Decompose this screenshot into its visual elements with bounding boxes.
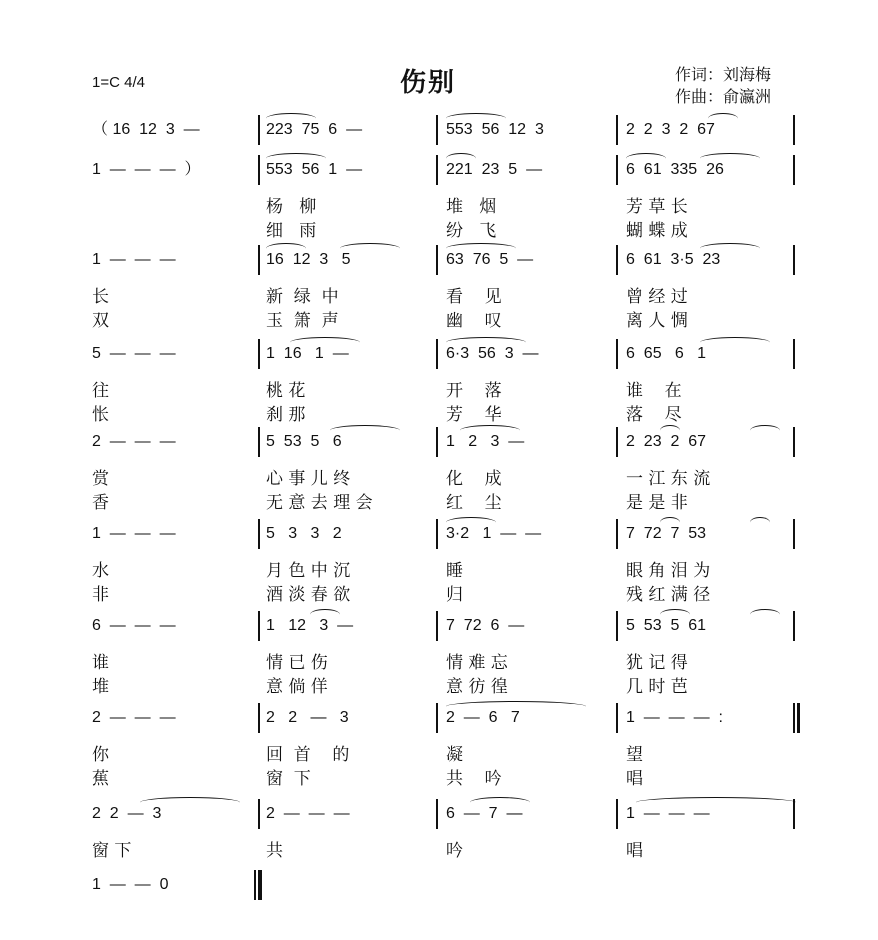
slur-mark (636, 797, 796, 808)
bar-line (616, 115, 618, 145)
measure-notes: 1 — — — : (626, 709, 723, 726)
music-system (0, 517, 712, 551)
slur-mark (700, 153, 760, 164)
lyric-line-2: 芳 华 (446, 405, 502, 425)
bar-line (793, 115, 795, 145)
slur-mark (266, 243, 306, 254)
measure-notes: 6 61 335 26 (626, 161, 724, 178)
lyric-line-1: 杨 柳 (266, 197, 317, 217)
lyric-line-1: 月 色 中 沉 (266, 561, 351, 581)
slur-mark (290, 337, 360, 348)
lyric-line-2: 无 意 去 理 会 (266, 493, 373, 513)
lyric-line-1: 赏 (92, 469, 109, 489)
measure-notes: 2 — — — (266, 805, 350, 822)
lyric-line-1: 长 (92, 287, 109, 307)
measure-notes: 1 16 1 — (266, 345, 349, 362)
measure-notes: （ 16 12 3 — (92, 121, 200, 138)
lyric-line-2: 幽 叹 (446, 311, 502, 331)
lyric-line-1: 唱 (626, 841, 643, 861)
measure-notes: 2 2 — 3 (266, 709, 349, 726)
music-system (0, 868, 712, 902)
lyric-line-2: 唱 (626, 769, 643, 789)
measure-notes: 6 65 6 1 (626, 345, 707, 362)
music-system (0, 425, 712, 459)
slur-mark (446, 113, 506, 124)
bar-line (616, 427, 618, 457)
measure-notes: 5 53 5 6 (266, 433, 342, 450)
lyric-line-1: 看 见 (446, 287, 502, 307)
lyric-line-2: 玉 箫 声 (266, 311, 339, 331)
lyric-line-1: 堆 烟 (446, 197, 497, 217)
lyric-line-1: 一 江 东 流 (626, 469, 711, 489)
measure-notes: 2 2 — 3 (92, 805, 162, 822)
measure-notes: 2 23 2 67 (626, 433, 707, 450)
lyric-line-1: 谁 (92, 653, 109, 673)
bar-line (616, 611, 618, 641)
bar-line (436, 703, 438, 733)
lyric-line-2: 意 倘 佯 (266, 677, 328, 697)
bar-line (436, 115, 438, 145)
measure-notes: 2 — — — (92, 433, 176, 450)
bar-line (793, 703, 795, 733)
lyric-line-2: 离 人 惆 (626, 311, 688, 331)
slur-mark (340, 243, 400, 254)
slur-mark (266, 153, 326, 164)
measure-notes: 2 — — — (92, 709, 176, 726)
lyric-line-2: 香 (92, 493, 109, 513)
slur-mark (750, 425, 780, 436)
lyric-line-1: 情 已 伤 (266, 653, 328, 673)
measure-notes: 63 76 5 — (446, 251, 534, 268)
lyric-line-1: 心 事 儿 终 (266, 469, 351, 489)
measure-notes: 6 — — — (92, 617, 176, 634)
lyric-line-1: 芳 草 长 (626, 197, 688, 217)
slur-mark (660, 517, 680, 528)
lyric-line-1: 新 绿 中 (266, 287, 339, 307)
lyric-line-1: 窗 下 (92, 841, 132, 861)
measure-notes: 1 — — — ） (92, 161, 201, 178)
lyric-line-1: 共 (266, 841, 283, 861)
lyric-line-1: 回 首 的 (266, 745, 350, 765)
bar-line (258, 115, 260, 145)
lyric-line-2: 蕉 (92, 769, 109, 789)
slur-mark (446, 337, 526, 348)
bar-line (258, 427, 260, 457)
lyric-line-1: 往 (92, 381, 109, 401)
lyric-line-1: 你 (92, 745, 109, 765)
bar-line (436, 245, 438, 275)
measure-notes: 2 — 6 7 (446, 709, 520, 726)
bar-line (258, 611, 260, 641)
bar-line (616, 155, 618, 185)
slur-mark (700, 243, 760, 254)
bar-line (616, 339, 618, 369)
measure-notes: 553 56 1 — (266, 161, 363, 178)
music-system (0, 797, 712, 831)
repeat-bar-line (797, 703, 800, 733)
slur-mark (700, 337, 770, 348)
lyric-line-2: 几 时 芭 (626, 677, 688, 697)
bar-line (258, 339, 260, 369)
bar-line (436, 155, 438, 185)
music-system (0, 609, 712, 643)
bar-line (793, 155, 795, 185)
slur-mark (330, 425, 400, 436)
lyric-line-1: 睡 (446, 561, 463, 581)
measure-notes: 6·3 56 3 — (446, 345, 539, 362)
slur-mark (266, 113, 316, 124)
key-signature: 1=C 4/4 (92, 74, 145, 91)
lyric-line-2: 细 雨 (266, 221, 317, 241)
lyric-line-1: 开 落 (446, 381, 502, 401)
measure-notes: 1 — — 0 (92, 876, 169, 893)
lyric-line-1: 望 (626, 745, 643, 765)
song-title: 伤别 (400, 68, 457, 98)
bar-line (436, 611, 438, 641)
measure-notes: 5 — — — (92, 345, 176, 362)
measure-notes: 7 72 7 53 (626, 525, 707, 542)
lyric-line-2: 意 彷 徨 (446, 677, 508, 697)
bar-line (436, 519, 438, 549)
slur-mark (750, 517, 770, 528)
lyric-line-2: 双 (92, 311, 109, 331)
lyric-line-1: 谁 在 (626, 381, 682, 401)
bar-line (793, 245, 795, 275)
bar-line (793, 339, 795, 369)
lyric-line-2: 非 (92, 585, 109, 605)
music-system (0, 153, 724, 187)
bar-line (436, 799, 438, 829)
slur-mark (446, 517, 496, 528)
measure-notes: 7 72 6 — (446, 617, 525, 634)
bar-line (258, 703, 260, 733)
lyric-line-1: 曾 经 过 (626, 287, 688, 307)
lyric-line-1: 桃 花 (266, 381, 306, 401)
lyric-line-2: 是 是 非 (626, 493, 688, 513)
measure-notes: 1 — — — (92, 251, 176, 268)
bar-line (616, 245, 618, 275)
lyric-line-2: 蝴 蝶 成 (626, 221, 688, 241)
lyric-line-2: 纷 飞 (446, 221, 497, 241)
music-system (0, 113, 715, 147)
slur-mark (446, 701, 586, 712)
slur-mark (660, 609, 690, 620)
lyric-line-1: 情 难 忘 (446, 653, 508, 673)
lyric-line-2: 怅 (92, 405, 109, 425)
measure-notes: 223 75 6 — (266, 121, 363, 138)
slur-mark (140, 797, 240, 808)
lyric-line-2: 共 吟 (446, 769, 502, 789)
bar-line (793, 427, 795, 457)
final-bar-line-thick (259, 870, 262, 900)
lyric-line-2: 酒 淡 春 欲 (266, 585, 351, 605)
lyricist-credit: 作词：刘海梅 (675, 65, 772, 84)
lyric-line-2: 刹 那 (266, 405, 306, 425)
lyric-line-2: 窗 下 (266, 769, 311, 789)
measure-notes: 553 56 12 3 (446, 121, 544, 138)
slur-mark (460, 425, 520, 436)
bar-line (258, 519, 260, 549)
slur-mark (708, 113, 738, 124)
lyric-line-2: 红 尘 (446, 493, 502, 513)
measure-notes: 1 2 3 — (446, 433, 525, 450)
lyric-line-2: 残 红 满 径 (626, 585, 711, 605)
measure-notes: 5 53 5 61 (626, 617, 707, 634)
bar-line (616, 703, 618, 733)
measure-notes: 1 — — — (626, 805, 710, 822)
measure-notes: 3·2 1 — — (446, 525, 542, 542)
bar-line (793, 611, 795, 641)
lyric-line-2: 堆 (92, 677, 109, 697)
slur-mark (750, 609, 780, 620)
bar-line (258, 799, 260, 829)
lyric-line-1: 眼 角 泪 为 (626, 561, 711, 581)
music-system (0, 243, 721, 277)
lyric-line-1: 吟 (446, 841, 463, 861)
slur-mark (626, 153, 666, 164)
measure-notes: 1 12 3 — (266, 617, 354, 634)
bar-line (258, 245, 260, 275)
measure-notes: 6 61 3·5 23 (626, 251, 721, 268)
composer-credit: 作曲：俞瀛洲 (675, 87, 772, 106)
measure-notes: 2 2 3 2 67 (626, 121, 715, 138)
bar-line (258, 155, 260, 185)
lyric-line-1: 凝 (446, 745, 463, 765)
slur-mark (446, 243, 516, 254)
final-bar-line (254, 870, 256, 900)
bar-line (616, 519, 618, 549)
lyric-line-2: 归 (446, 585, 463, 605)
music-system (0, 337, 712, 371)
lyric-line-1: 犹 记 得 (626, 653, 688, 673)
measure-notes: 1 — — — (92, 525, 176, 542)
measure-notes: 5 3 3 2 (266, 525, 342, 542)
bar-line (793, 519, 795, 549)
bar-line (436, 339, 438, 369)
music-system (0, 701, 723, 735)
bar-line (616, 799, 618, 829)
lyric-line-1: 化 成 (446, 469, 502, 489)
slur-mark (470, 797, 530, 808)
lyric-line-1: 水 (92, 561, 109, 581)
bar-line (436, 427, 438, 457)
slur-mark (660, 425, 680, 436)
lyric-line-2: 落 尽 (626, 405, 682, 425)
measure-notes: 221 23 5 — (446, 161, 543, 178)
measure-notes: 6 — 7 — (446, 805, 523, 822)
slur-mark (310, 609, 340, 620)
measure-notes: 16 12 3 5 (266, 251, 351, 268)
slur-mark (446, 153, 476, 164)
